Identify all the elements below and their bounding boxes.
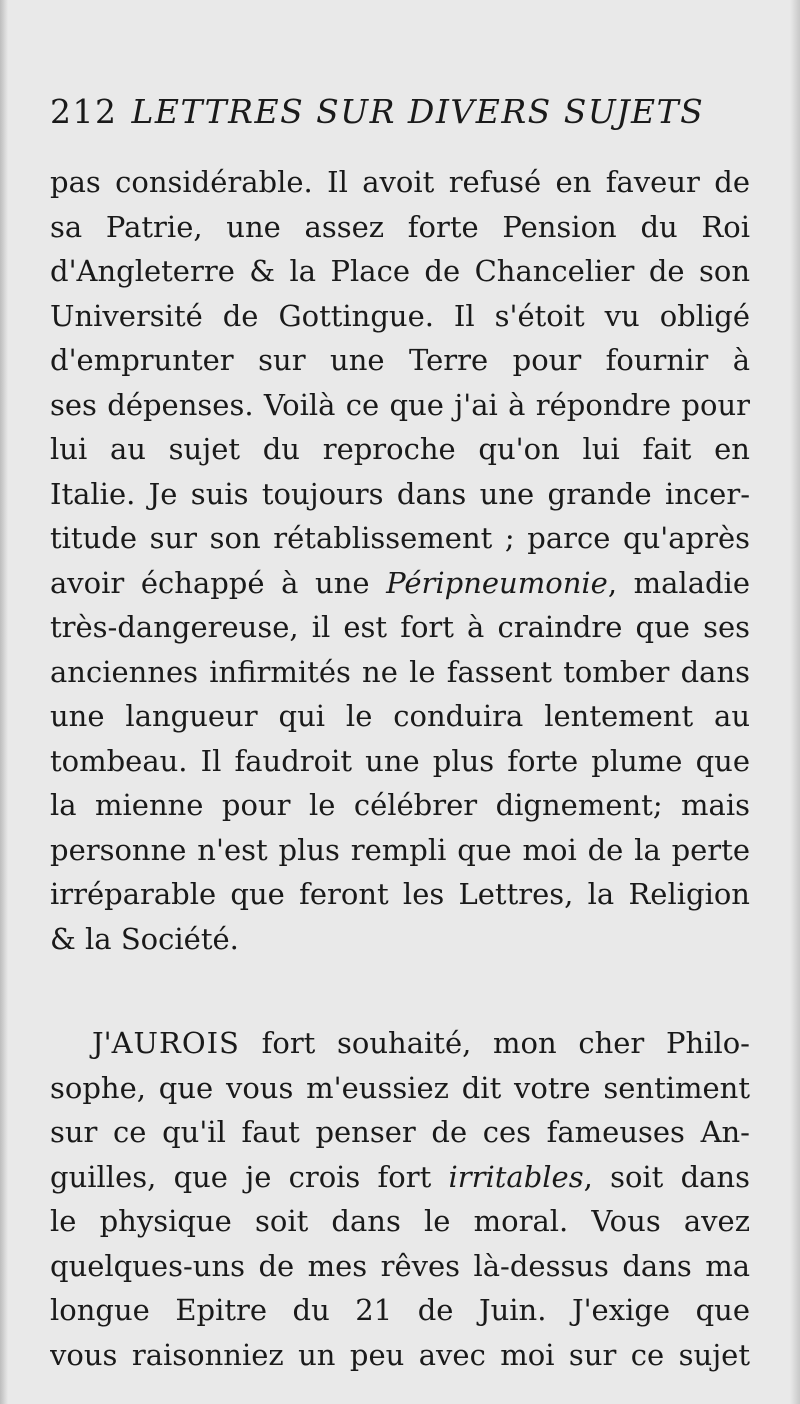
text-line: sophe, que vous m'eussiez dit votre sentiment (50, 1070, 750, 1105)
text-line: personne n'est plus rempli que moi de la perte (50, 832, 750, 867)
small-caps-word: AUROIS (111, 1026, 240, 1060)
italic-term: Péripneumonie (386, 565, 608, 600)
text-line: longue Epitre du 21 de Juin. J'exige que (50, 1293, 750, 1327)
paragraph-gap (50, 961, 750, 1021)
running-header (50, 92, 750, 142)
text-line: quelques-uns de mes rêves là-dessus dans ma (50, 1248, 750, 1283)
opening-capital: J' (92, 1026, 112, 1060)
text-line: vous raisonniez un peu avec moi sur ce sujet (50, 1337, 750, 1372)
text-line: irréparable que feront les Lettres, la Religion (50, 877, 750, 911)
paragraph-1 (50, 160, 750, 961)
text-line: la mienne pour le célébrer dignement; mais (50, 788, 750, 822)
text-line: Université de Gottingue. Il s'étoit vu obligé (50, 298, 750, 333)
text-line: d'Angleterre & la Place de Chancelier de son (50, 254, 750, 288)
text-line: tombeau. Il faudroit une plus forte plume que (50, 743, 750, 778)
text-line: titude sur son rétablissement ; parce qu'après (50, 521, 750, 555)
text-segment: fort souhaité, mon cher Philo- (239, 1026, 750, 1060)
page-number: 212 (50, 92, 118, 131)
running-title: LETTRES SUR DIVERS SUJETS (131, 92, 705, 131)
text-line: une langueur qui le conduira lentement au (50, 699, 750, 733)
text-line: pas considérable. Il avoit refusé en faveur de (50, 165, 750, 199)
text-line: Italie. Je suis toujours dans une grande incer- (50, 476, 750, 511)
text-line-opening (50, 1021, 750, 1066)
text-line: lui au sujet du reproche qu'on lui fait en (50, 432, 750, 466)
text-line: très-dangereuse, il est fort à craindre que ses (50, 610, 750, 644)
text-segment: guilles, que je crois fort (50, 1159, 449, 1194)
text-segment: , maladie (607, 565, 750, 600)
text-line (50, 561, 750, 606)
paragraph-2 (50, 1021, 750, 1377)
text-line: sa Patrie, une assez forte Pension du Roi (50, 209, 750, 244)
text-line: anciennes infirmités ne le fassent tomber dans (50, 654, 750, 689)
text-segment: , soit dans (583, 1159, 750, 1194)
text-line: & la Société. (50, 921, 239, 956)
text-line: d'emprunter sur une Terre pour fournir à (50, 343, 750, 377)
text-line: le physique soit dans le moral. Vous avez (50, 1204, 750, 1238)
text-segment: avoir échappé à une (50, 565, 387, 600)
text-line (50, 1155, 750, 1200)
text-line: ses dépenses. Voilà ce que j'ai à répondre pour (50, 387, 750, 422)
page-body (50, 160, 750, 1377)
italic-term: irritables (448, 1159, 584, 1194)
text-line: sur ce qu'il faut penser de ces fameuses An- (50, 1115, 750, 1149)
